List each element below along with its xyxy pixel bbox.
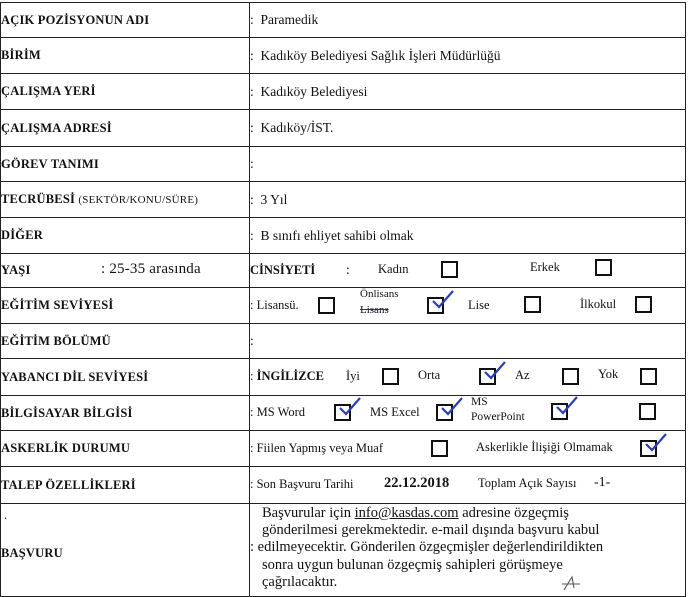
option-az-label: Az xyxy=(515,368,530,382)
row-computer xyxy=(1,396,686,431)
deadline-group xyxy=(250,477,353,492)
checkmark-icon xyxy=(645,433,667,453)
age-range: : 25-35 arasında xyxy=(101,261,201,277)
value-computer xyxy=(250,396,686,431)
value-gender xyxy=(250,254,686,288)
label-age-cell xyxy=(1,254,250,288)
row-age-gender xyxy=(1,254,686,288)
option-lise-label: Lise xyxy=(468,298,490,312)
military-cell-inner xyxy=(250,431,685,466)
value-workplace xyxy=(250,74,686,110)
value-request xyxy=(250,467,686,504)
row-workplace xyxy=(1,74,686,110)
colon: : xyxy=(250,539,255,555)
address-text: Kadıköy/İST. xyxy=(260,120,334,135)
row-application xyxy=(1,504,686,597)
checkbox-lisansu[interactable] xyxy=(318,297,335,314)
value-address xyxy=(250,110,686,147)
language-cell-inner xyxy=(250,359,685,395)
military-done-group xyxy=(250,441,383,456)
open-count-value: -1- xyxy=(594,475,611,490)
colon: : xyxy=(250,47,254,63)
checkmark-icon xyxy=(441,397,463,417)
experience-sublabel: (SEKTÖR/KONU/SÜRE) xyxy=(78,194,199,206)
experience-text: 3 Yıl xyxy=(260,191,288,207)
education-cell-inner xyxy=(250,288,685,323)
value-job-description xyxy=(250,147,686,182)
label-gender: CİNSİYETİ xyxy=(250,263,316,277)
colon: : xyxy=(250,156,254,171)
gender-cell-inner xyxy=(250,254,685,287)
application-line-1 xyxy=(262,505,569,523)
open-count-label: Toplam Açık Sayısı xyxy=(478,476,577,490)
label-position: AÇIK POZİSYONUN ADI xyxy=(1,3,250,38)
checkbox-military-none[interactable] xyxy=(640,440,657,457)
label-age: YAŞI xyxy=(1,263,31,277)
deadline-label: Son Başvuru Tarihi xyxy=(256,477,354,491)
checkmark-icon xyxy=(484,361,506,381)
word-group xyxy=(250,405,305,420)
experience-label: TECRÜBESİ xyxy=(1,192,76,206)
workplace-name: Kadıköy Belediyesi xyxy=(260,83,368,99)
option-lisansu-label: Lisansü. xyxy=(256,298,299,312)
application-line-3-group xyxy=(250,539,603,557)
checkbox-male[interactable] xyxy=(595,259,612,276)
colon: : xyxy=(346,262,350,277)
label-computer: BİLGİSAYAR BİLGİSİ xyxy=(1,396,250,431)
option-female-label: Kadın xyxy=(378,262,409,276)
label-education-department: EĞİTİM BÖLÜMÜ xyxy=(1,324,250,359)
application-line-2: gönderilmesi gerekmektedir. e-mail dışında başvuru kabul xyxy=(262,522,600,538)
colon: : xyxy=(250,298,254,312)
education-lisansu-group xyxy=(250,298,299,313)
other-text: B sınıfı ehliyet sahibi olmak xyxy=(260,227,414,243)
email-link[interactable]: info@kasdas.com xyxy=(354,505,459,521)
colon: : xyxy=(250,405,254,419)
option-male-label: Erkek xyxy=(530,260,560,274)
option-iyi-label: İyi xyxy=(346,369,360,383)
option-word-label: MS Word xyxy=(256,405,306,419)
checkbox-ilkokul[interactable] xyxy=(635,296,652,313)
value-position xyxy=(250,3,686,38)
checkbox-female[interactable] xyxy=(441,261,458,278)
row-other xyxy=(1,218,686,254)
application-line-5: çağrılacaktır. xyxy=(262,574,338,590)
position-name: Paramedik xyxy=(260,12,319,27)
checkbox-az[interactable] xyxy=(562,368,579,385)
row-request xyxy=(1,467,686,504)
language-name-group xyxy=(250,369,324,384)
checkbox-orta[interactable] xyxy=(479,368,496,385)
checkbox-iyi[interactable] xyxy=(382,368,399,385)
row-position xyxy=(1,3,686,38)
value-unit xyxy=(250,38,686,74)
option-powerpoint-label-2: PowerPoint xyxy=(471,411,525,423)
row-address xyxy=(1,110,686,147)
option-orta-label: Orta xyxy=(418,368,441,382)
colon: : xyxy=(250,12,254,27)
colon: : xyxy=(250,441,254,455)
checkmark-icon xyxy=(339,397,361,417)
checkbox-word[interactable] xyxy=(334,404,351,421)
label-address: ÇALIŞMA ADRESİ xyxy=(1,110,250,147)
colon: : xyxy=(250,477,254,491)
deadline-value: 22.12.2018 xyxy=(384,475,450,491)
label-language: YABANCI DİL SEVİYESİ xyxy=(1,359,250,396)
row-job-description xyxy=(1,147,686,182)
signature-mark xyxy=(560,574,586,592)
dot-mark: . xyxy=(4,508,8,522)
application-text-inner xyxy=(250,504,685,596)
label-application: BAŞVURU xyxy=(1,546,63,560)
label-unit: BİRİM xyxy=(1,38,250,74)
row-language xyxy=(1,359,686,396)
unit-name: Kadıköy Belediyesi Sağlık İşleri Müdürlüğü xyxy=(260,47,501,63)
colon: : xyxy=(250,191,254,207)
application-line-3: edilmeyecektir. Gönderilen özgeçmişler değerlendirildikten xyxy=(257,539,604,555)
option-military-done-label: Fiilen Yapmış veya Muaf xyxy=(256,441,383,455)
label-workplace: ÇALIŞMA YERİ xyxy=(1,74,250,110)
checkmark-icon xyxy=(556,396,578,416)
checkbox-other[interactable] xyxy=(639,403,656,420)
option-excel-label: MS Excel xyxy=(370,405,420,419)
colon: : xyxy=(250,333,254,348)
checkbox-military-done[interactable] xyxy=(431,440,448,457)
value-language xyxy=(250,359,686,396)
request-cell-inner xyxy=(250,467,685,503)
colon: : xyxy=(250,227,254,243)
form-table xyxy=(0,2,686,597)
computer-cell-inner xyxy=(250,396,685,430)
application-line-4: sonra uygun bulunan özgeçmiş sahipleri görüşmeye xyxy=(262,557,563,573)
label-application-cell xyxy=(1,504,250,597)
option-onlisans-label: Önlisans xyxy=(360,288,399,300)
checkmark-icon xyxy=(432,290,454,310)
language-name: İNGİLİZCE xyxy=(256,369,324,383)
value-military xyxy=(250,431,686,467)
value-education-department xyxy=(250,324,686,359)
value-experience xyxy=(250,182,686,218)
colon: : xyxy=(250,83,254,99)
option-yok-label: Yok xyxy=(598,367,619,381)
option-powerpoint-label-1: MS xyxy=(471,396,488,408)
label-experience xyxy=(1,182,250,218)
option-military-none-label: Askerlikle İlişiği Olmamak xyxy=(476,440,613,454)
checkbox-excel[interactable] xyxy=(436,404,453,421)
application-line-1-pre: Başvurular için xyxy=(262,505,351,521)
checkbox-powerpoint[interactable] xyxy=(551,403,568,420)
row-experience xyxy=(1,182,686,218)
row-education xyxy=(1,288,686,324)
label-other: DİĞER xyxy=(1,218,250,254)
value-education xyxy=(250,288,686,324)
label-request: TALEP ÖZELLİKLERİ xyxy=(1,467,250,504)
checkbox-yok[interactable] xyxy=(640,368,657,385)
application-label-inner xyxy=(1,504,249,596)
value-application xyxy=(250,504,686,597)
row-education-department xyxy=(1,324,686,359)
label-education: EĞİTİM SEVİYESİ xyxy=(1,288,250,324)
checkbox-onlisans[interactable] xyxy=(427,297,444,314)
option-ilkokul-label: İlkokul xyxy=(580,297,617,311)
row-unit xyxy=(1,38,686,74)
application-line-1-post: adresine özgeçmiş xyxy=(462,505,569,521)
label-military: ASKERLİK DURUMU xyxy=(1,431,250,467)
value-other xyxy=(250,218,686,254)
colon: : xyxy=(250,120,254,135)
checkbox-lise[interactable] xyxy=(524,296,541,313)
colon: : xyxy=(250,369,254,383)
label-job-description: GÖREV TANIMI xyxy=(1,147,250,182)
row-military xyxy=(1,431,686,467)
option-lisans-label: Lisans xyxy=(360,304,389,316)
age-cell-inner xyxy=(1,254,249,287)
